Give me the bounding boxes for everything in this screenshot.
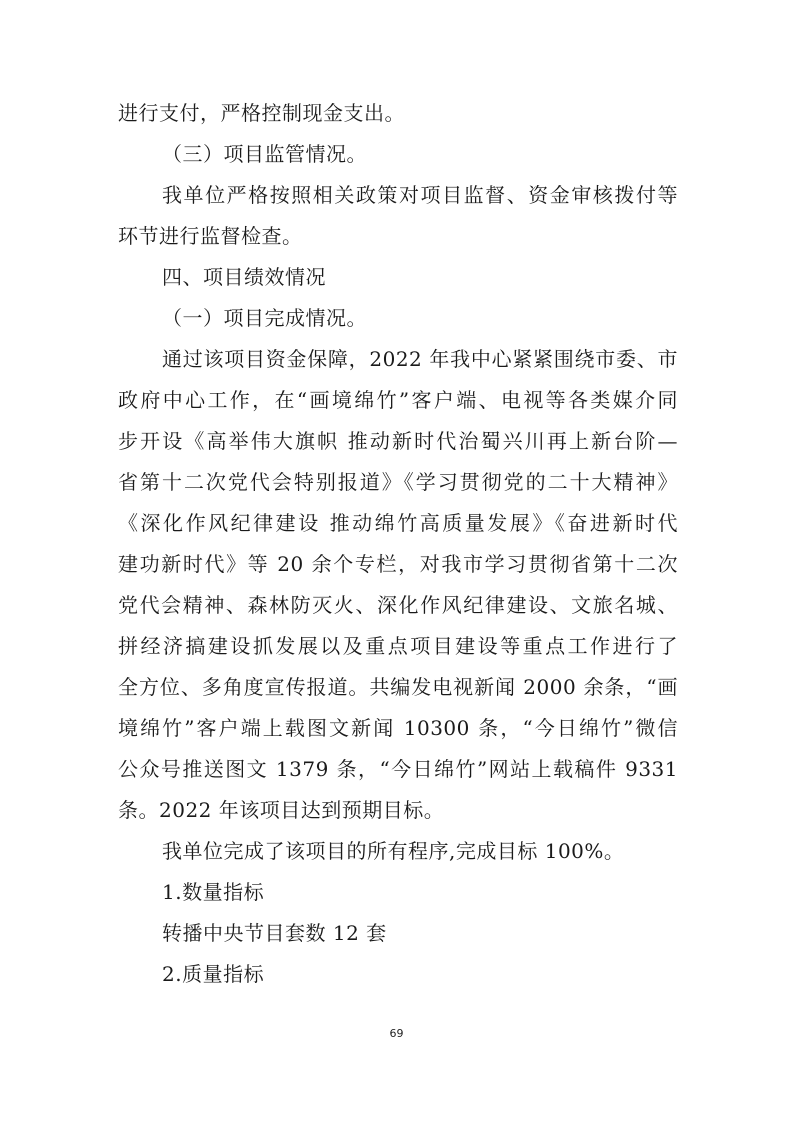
subsection-heading: （三）项目监管情况。 — [162, 142, 367, 166]
body-line: 全方位、多角度宣传报道。共编发电视新闻 2000 余条，“画 — [118, 675, 678, 699]
body-line: 我单位完成了该项目的所有程序,完成目标 100%。 — [162, 839, 625, 863]
indicator-heading: 1.数量指标 — [162, 880, 265, 904]
body-line: 政府中心工作，在“画境绵竹”客户端、电视等各类媒介同 — [118, 388, 678, 412]
body-line: 省第十二次党代会特别报道》《学习贯彻党的二十大精神》 — [118, 470, 678, 494]
body-line: 进行支付，严格控制现金支出。 — [118, 101, 405, 125]
body-line: 我单位严格按照相关政策对项目监督、资金审核拨付等 — [162, 183, 678, 207]
body-line: 条。2022 年该项目达到预期目标。 — [118, 798, 445, 822]
indicator-heading: 2.质量指标 — [162, 962, 265, 986]
page-number: 69 — [389, 1027, 404, 1040]
body-line: 《深化作风纪律建设 推动绵竹高质量发展》《奋进新时代 — [118, 511, 678, 535]
body-line: 公众号推送图文 1379 条，“今日绵竹”网站上载稿件 9331 — [118, 757, 678, 781]
body-line: 境绵竹”客户端上载图文新闻 10300 条，“今日绵竹”微信 — [118, 716, 678, 740]
section-heading: 四、项目绩效情况 — [162, 265, 326, 289]
body-line: 步开设《高举伟大旗帜 推动新时代治蜀兴川再上新台阶— — [118, 429, 678, 453]
subsection-heading: （一）项目完成情况。 — [162, 306, 367, 330]
body-line: 建功新时代》等 20 余个专栏，对我市学习贯彻省第十二次 — [118, 552, 678, 576]
body-line: 转播中央节目套数 12 套 — [162, 921, 387, 945]
document-body — [118, 100, 678, 1002]
body-line: 通过该项目资金保障，2022 年我中心紧紧围绕市委、市 — [162, 347, 678, 371]
body-line: 拼经济搞建设抓发展以及重点项目建设等重点工作进行了 — [118, 634, 678, 658]
body-line: 环节进行监督检查。 — [118, 224, 303, 248]
body-line: 党代会精神、森林防灭火、深化作风纪律建设、文旅名城、 — [118, 593, 678, 617]
